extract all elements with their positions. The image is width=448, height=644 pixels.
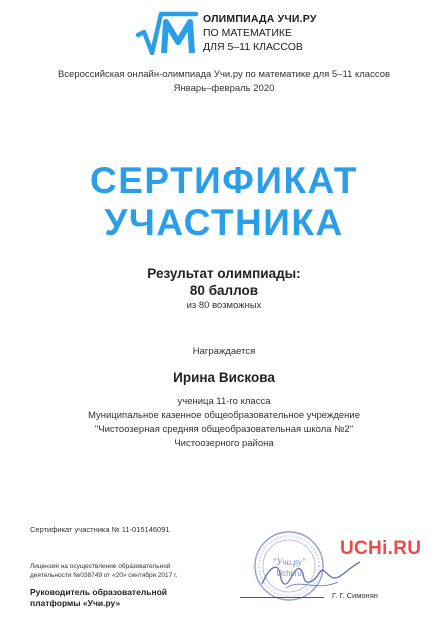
- license-line-1: Лицензия на осуществление образовательной: [30, 563, 171, 570]
- signer-name: Г. Г. Симонян: [332, 591, 378, 600]
- sqrt-m-logo-icon: [136, 11, 198, 55]
- school-line-3: Чистоозерного района: [174, 438, 274, 449]
- head-line-2: платформы «Учи.ру»: [30, 598, 121, 608]
- result-score: 80 баллов: [189, 283, 259, 298]
- logo-line-3: ДЛЯ 5–11 КЛАССОВ: [203, 41, 303, 53]
- uchi-ru-brand-logo: UCHi.RU: [340, 538, 422, 559]
- subtitle-line-2: Январь–февраль 2020: [173, 83, 275, 94]
- logo-text: [203, 12, 317, 54]
- signature-line: [240, 597, 324, 598]
- result-heading: Результат олимпиады:: [147, 266, 301, 281]
- olympiad-subtitle: [0, 68, 448, 96]
- result-out-of: из 80 возможных: [186, 300, 262, 311]
- awarded-label: Награждается: [192, 346, 256, 357]
- logo-line-1: ОЛИМПИАДА УЧИ.РУ: [203, 13, 317, 25]
- participant-name: Ирина Вискова: [173, 370, 275, 385]
- certificate-title: [0, 160, 448, 244]
- school-line-1: Муниципальное казенное общеобразовательное учреждение: [87, 410, 360, 421]
- stamp-subtext: Uchi.ru: [276, 569, 302, 578]
- participant-role: ученица 11-го класса: [177, 396, 271, 407]
- stamp-text: "Учи.ру": [272, 557, 306, 567]
- license-info: [30, 563, 177, 580]
- result-block: [0, 265, 448, 312]
- certificate-number: Сертификат участника № 11-015146091: [30, 525, 170, 534]
- head-line-1: Руководитель образовательной: [30, 587, 168, 597]
- license-line-2: деятельности №038749 от «20» сентября 2017 г.: [30, 571, 178, 579]
- title-line-2: УЧАСТНИКА: [104, 202, 344, 243]
- logo-line-2: ПО МАТЕМАТИКЕ: [203, 27, 292, 39]
- participant-details: [0, 395, 448, 451]
- subtitle-line-1: Всероссийская онлайн-олимпиада Учи.ру по математике для 5–11 классов: [57, 69, 391, 80]
- school-line-2: "Чистоозерная средняя общеобразовательная школа №2": [94, 424, 354, 435]
- platform-head-label: [30, 587, 167, 609]
- olympiad-logo: [136, 11, 396, 55]
- title-line-1: СЕРТИФИКАТ: [89, 160, 359, 201]
